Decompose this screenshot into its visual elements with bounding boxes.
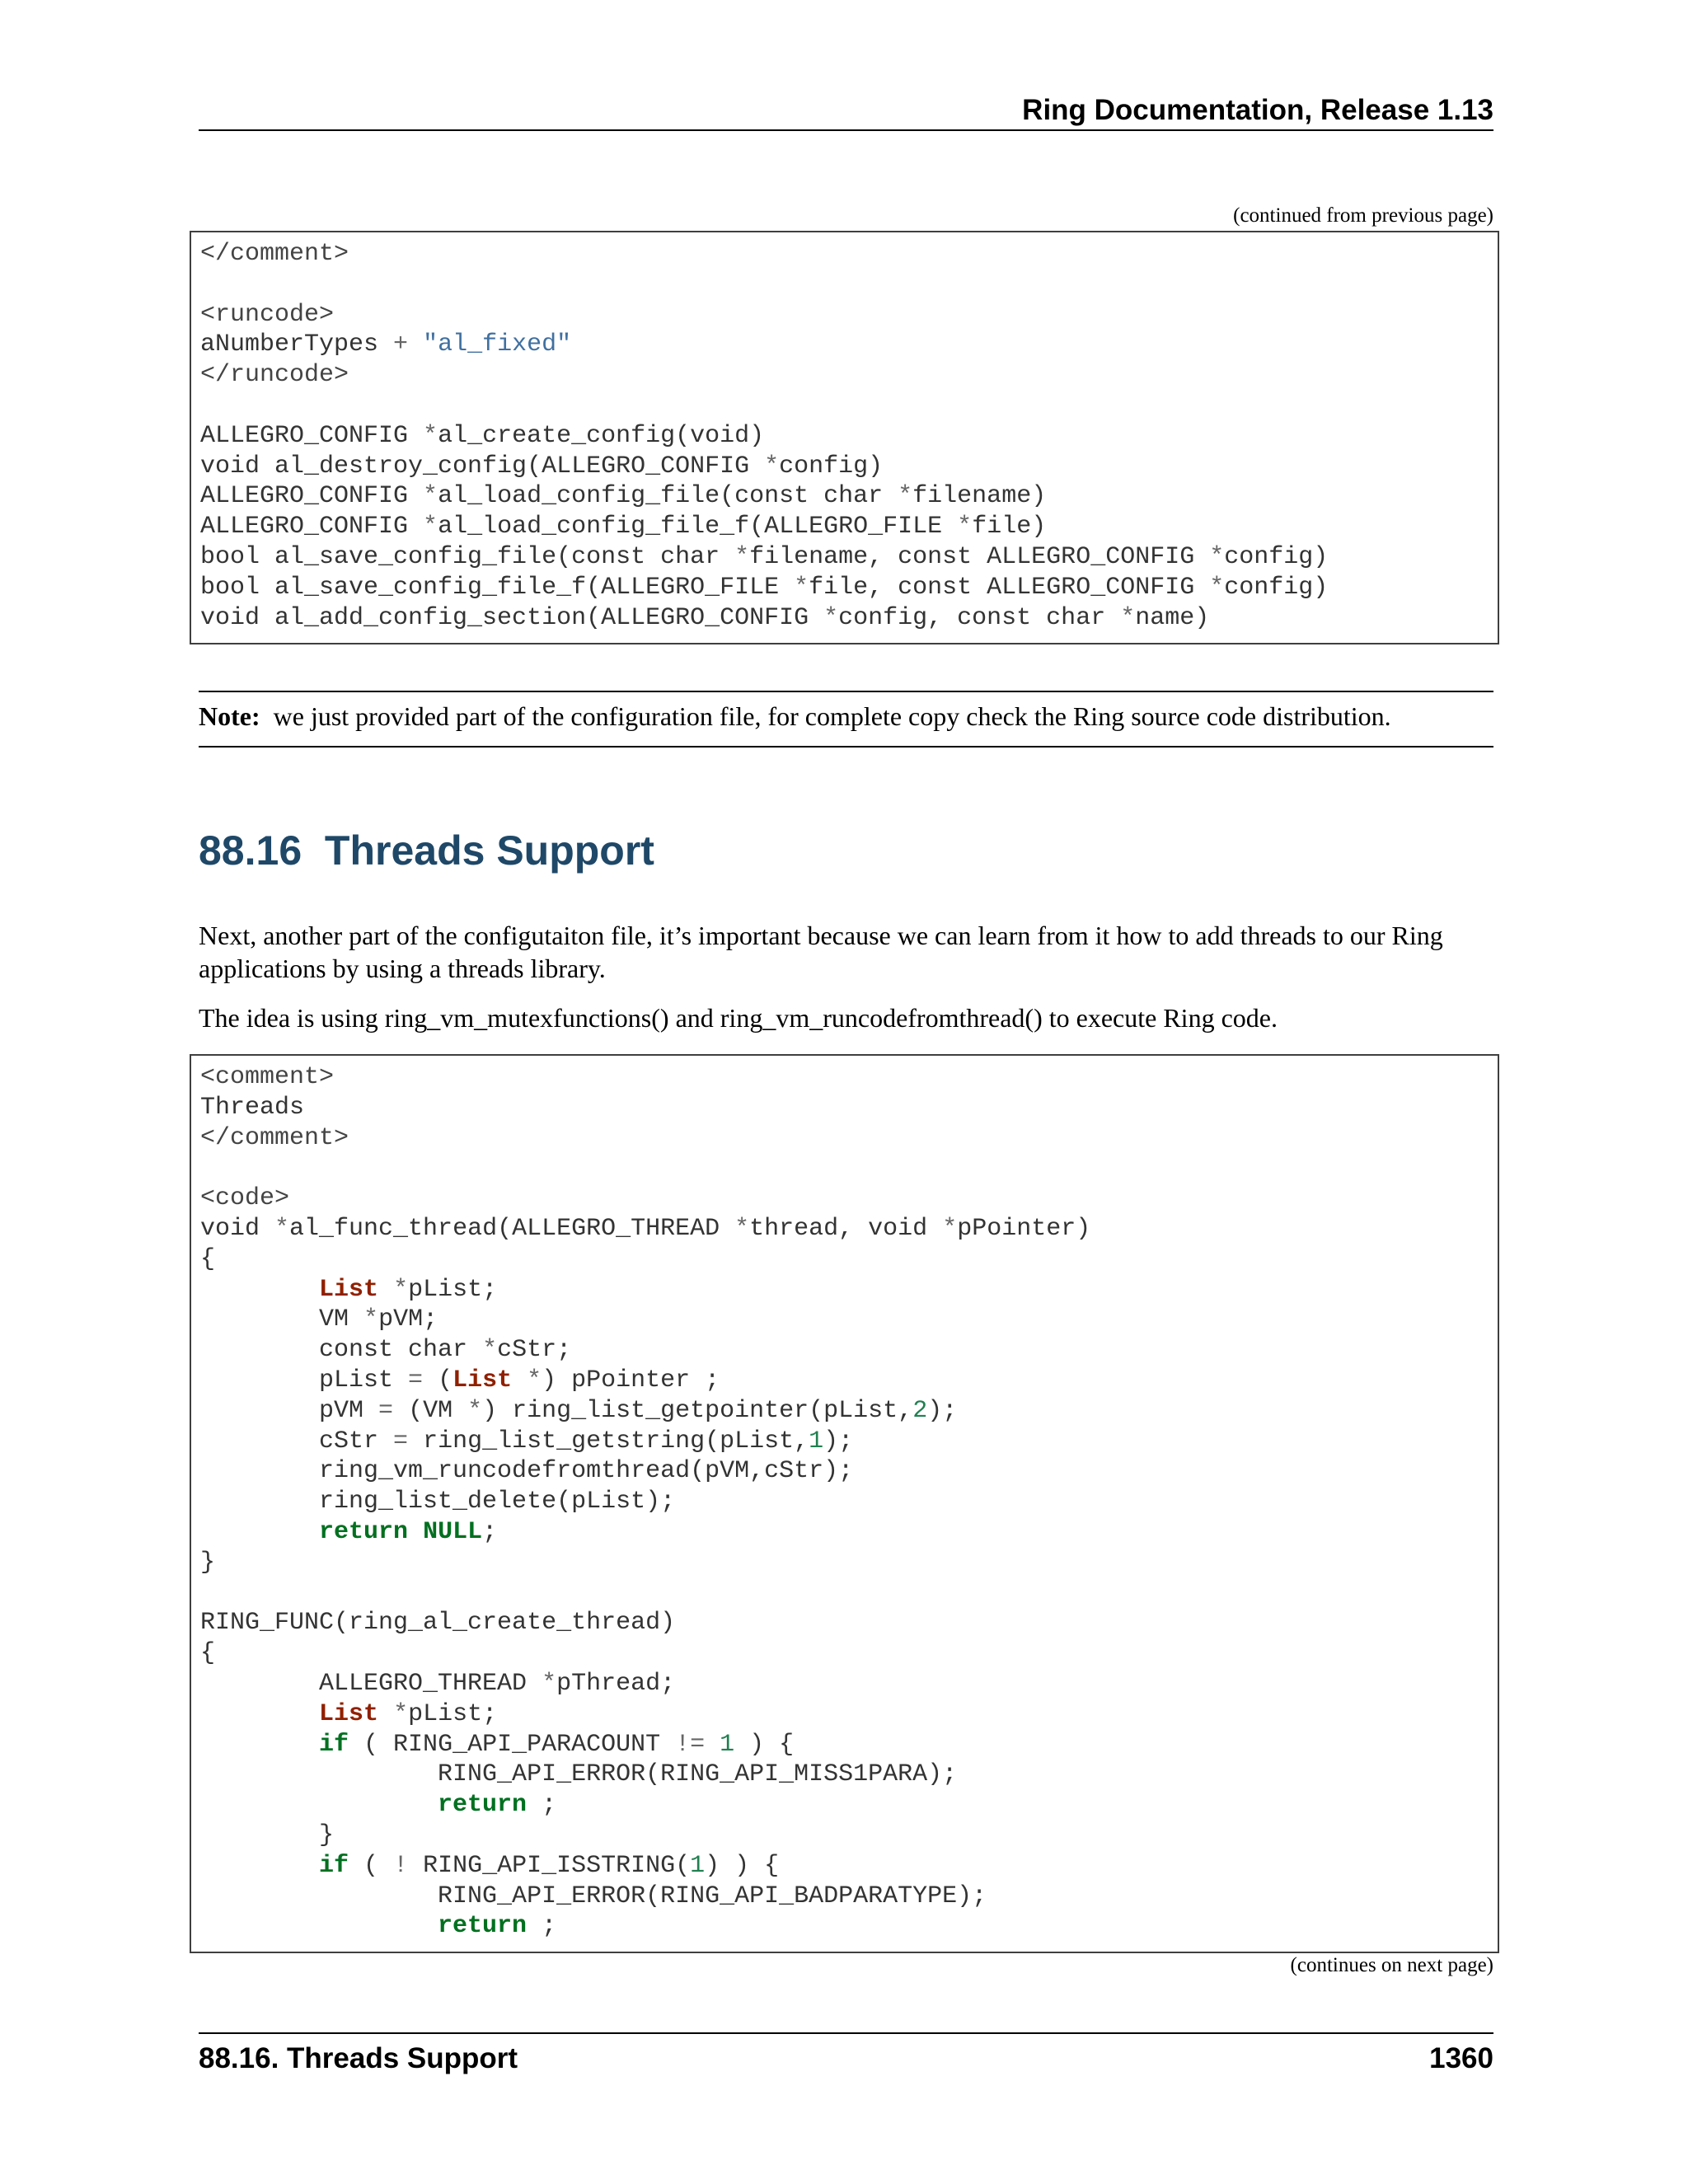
code-token: = bbox=[393, 1427, 409, 1455]
code-token: ) pPointer ; bbox=[542, 1366, 720, 1394]
code-token: filename) bbox=[912, 482, 1047, 511]
code-line bbox=[200, 391, 1498, 421]
code-token: 1 bbox=[720, 1730, 735, 1759]
continued-from-note: (continued from previous page) bbox=[1233, 204, 1493, 227]
code-line bbox=[200, 1183, 1498, 1214]
code-listing-config bbox=[191, 232, 1498, 633]
code-token: cStr bbox=[200, 1427, 394, 1455]
code-line bbox=[200, 1456, 1498, 1487]
code-token: if bbox=[319, 1851, 349, 1880]
note-label: Note: bbox=[199, 701, 260, 731]
code-token: * bbox=[734, 542, 750, 571]
running-header-title: Ring Documentation, Release 1.13 bbox=[1022, 94, 1493, 126]
code-line bbox=[200, 300, 1498, 330]
code-token: ring_vm_runcodefromthread(pVM,cStr); bbox=[200, 1457, 854, 1486]
code-line bbox=[200, 1366, 1498, 1396]
code-line bbox=[200, 1578, 1498, 1609]
code-line bbox=[200, 1517, 1498, 1548]
code-token: ) { bbox=[734, 1730, 795, 1759]
code-token: VM bbox=[200, 1305, 364, 1334]
code-token: * bbox=[393, 1275, 409, 1304]
code-line bbox=[200, 1669, 1498, 1699]
code-line bbox=[200, 1123, 1498, 1154]
code-token: al_load_config_file(const char bbox=[438, 482, 898, 511]
code-line bbox=[200, 1699, 1498, 1730]
code-token: pList bbox=[200, 1366, 409, 1394]
code-token: filename, const ALLEGRO_CONFIG bbox=[749, 542, 1210, 571]
code-token: bool al_save_config_file_f(ALLEGRO_FILE bbox=[200, 573, 795, 602]
continues-on-note: (continues on next page) bbox=[1290, 1954, 1493, 1976]
code-token bbox=[200, 1852, 319, 1880]
code-token: 1 bbox=[690, 1851, 706, 1880]
code-token: ( bbox=[349, 1851, 394, 1880]
code-token: != bbox=[675, 1730, 706, 1759]
code-line bbox=[200, 1730, 1498, 1760]
code-token bbox=[200, 1700, 319, 1728]
code-token: al_load_config_file_f(ALLEGRO_FILE bbox=[438, 513, 958, 541]
code-token: ) ring_list_getpointer(pList, bbox=[482, 1396, 913, 1425]
code-token: ); bbox=[927, 1396, 958, 1425]
code-token: 2 bbox=[912, 1396, 928, 1425]
code-token: file) bbox=[972, 513, 1047, 541]
code-token: * bbox=[764, 452, 780, 480]
code-token: + bbox=[393, 330, 409, 359]
code-token: void al_destroy_config(ALLEGRO_CONFIG bbox=[200, 452, 765, 480]
code-token bbox=[512, 1366, 527, 1394]
code-token: pThread; bbox=[556, 1669, 676, 1698]
section-heading bbox=[199, 824, 654, 877]
code-token: al_func_thread(ALLEGRO_THREAD bbox=[289, 1214, 735, 1243]
code-token: ALLEGRO_CONFIG bbox=[200, 421, 424, 450]
code-token bbox=[408, 1518, 423, 1546]
code-token: ( bbox=[423, 1366, 453, 1394]
code-token bbox=[200, 1518, 319, 1546]
code-token: * bbox=[423, 421, 438, 450]
code-token: * bbox=[794, 573, 809, 602]
code-token: const char bbox=[200, 1336, 483, 1365]
code-token bbox=[378, 1700, 393, 1728]
code-token: * bbox=[1120, 603, 1136, 632]
code-line bbox=[200, 239, 1498, 269]
code-token: config) bbox=[779, 452, 884, 480]
code-token: pVM bbox=[200, 1396, 379, 1425]
code-token: * bbox=[542, 1669, 557, 1698]
code-token: ; bbox=[527, 1791, 557, 1820]
code-line bbox=[200, 1427, 1498, 1457]
code-line bbox=[200, 330, 1498, 360]
code-block-config bbox=[190, 231, 1499, 644]
code-token: pList; bbox=[408, 1699, 498, 1728]
code-line bbox=[200, 1638, 1498, 1669]
code-line bbox=[200, 1214, 1498, 1244]
code-token: config) bbox=[1224, 573, 1329, 602]
code-token: * bbox=[1209, 542, 1225, 571]
code-line bbox=[200, 1396, 1498, 1427]
code-token: } bbox=[200, 1548, 216, 1577]
code-line bbox=[200, 1335, 1498, 1366]
code-token: ring_list_getstring(pList, bbox=[408, 1427, 809, 1455]
code-token: * bbox=[898, 482, 913, 511]
footer-rule bbox=[199, 2032, 1493, 2034]
code-token: (VM bbox=[393, 1396, 468, 1425]
code-token: ! bbox=[393, 1851, 409, 1880]
code-line bbox=[200, 1608, 1498, 1638]
code-token: List bbox=[319, 1699, 379, 1728]
code-token: <comment> bbox=[200, 1063, 335, 1091]
code-token: ); bbox=[823, 1427, 854, 1455]
code-token bbox=[200, 1276, 319, 1304]
code-line bbox=[200, 360, 1498, 391]
code-line bbox=[200, 1548, 1498, 1578]
code-token: bool al_save_config_file(const char bbox=[200, 542, 735, 571]
code-line bbox=[200, 1821, 1498, 1851]
code-token: { bbox=[200, 1639, 216, 1668]
code-token: config) bbox=[1224, 542, 1329, 571]
code-token: ( RING_API_PARACOUNT bbox=[349, 1730, 676, 1759]
code-token: void al_add_config_section(ALLEGRO_CONFIG bbox=[200, 603, 824, 632]
code-token: pPointer) bbox=[957, 1214, 1091, 1243]
code-token: RING_API_ERROR(RING_API_BADPARATYPE); bbox=[200, 1882, 987, 1910]
code-token: cStr; bbox=[497, 1336, 572, 1365]
code-token bbox=[200, 1731, 319, 1759]
code-token: </comment> bbox=[200, 1123, 349, 1152]
code-token: * bbox=[467, 1396, 483, 1425]
code-token: RING_API_ERROR(RING_API_MISS1PARA); bbox=[200, 1760, 958, 1789]
note bbox=[199, 700, 1391, 733]
code-line bbox=[200, 452, 1498, 482]
code-token: if bbox=[319, 1730, 349, 1759]
note-text: we just provided part of the configuration file, for complete copy check the Ring source code distribution. bbox=[273, 701, 1391, 731]
code-token bbox=[378, 1276, 393, 1304]
paragraph-idea: The idea is using ring_vm_mutexfunctions() and ring_vm_runcodefromthread() to execute Ring code. bbox=[199, 1003, 1278, 1033]
code-token: = bbox=[408, 1366, 424, 1394]
code-line bbox=[200, 1093, 1498, 1123]
code-block-threads bbox=[190, 1054, 1499, 1953]
footer-page-number: 1360 bbox=[1429, 2042, 1493, 2074]
code-token: ; bbox=[527, 1912, 557, 1941]
code-token: ALLEGRO_CONFIG bbox=[200, 482, 424, 511]
code-token: = bbox=[378, 1396, 394, 1425]
code-line bbox=[200, 1487, 1498, 1517]
code-token: config, const char bbox=[838, 603, 1121, 632]
code-token: name) bbox=[1135, 603, 1210, 632]
footer-section: 88.16. Threads Support bbox=[199, 2042, 518, 2074]
code-token: * bbox=[363, 1305, 379, 1334]
code-line bbox=[200, 1911, 1498, 1942]
code-token: * bbox=[734, 1214, 750, 1243]
code-token: * bbox=[1209, 573, 1225, 602]
code-line bbox=[200, 1790, 1498, 1821]
code-token: * bbox=[423, 482, 438, 511]
section-title: Threads Support bbox=[324, 827, 654, 874]
code-token: al_create_config(void) bbox=[438, 421, 765, 450]
code-line bbox=[200, 573, 1498, 603]
code-token: Threads bbox=[200, 1093, 305, 1122]
code-token: NULL bbox=[423, 1517, 483, 1546]
code-line bbox=[200, 1851, 1498, 1882]
paragraph-intro: Next, another part of the configutaiton file, it’s important because we can learn from it how to add threads to our Ring applications by using a threads library. bbox=[199, 921, 1443, 983]
code-token: "al_fixed" bbox=[423, 330, 572, 359]
code-token: ; bbox=[482, 1517, 498, 1546]
code-token: * bbox=[942, 1214, 958, 1243]
code-token: <code> bbox=[200, 1184, 290, 1213]
code-token bbox=[705, 1731, 720, 1759]
code-token: } bbox=[200, 1821, 335, 1849]
code-line bbox=[200, 1244, 1498, 1275]
note-top-rule bbox=[199, 691, 1493, 692]
code-token: ring_list_delete(pList); bbox=[200, 1488, 676, 1516]
code-line bbox=[200, 1882, 1498, 1912]
code-token: return bbox=[319, 1517, 409, 1546]
code-token: <runcode> bbox=[200, 300, 335, 329]
code-token: </runcode> bbox=[200, 361, 349, 390]
code-token: return bbox=[438, 1912, 528, 1941]
code-line bbox=[200, 1760, 1498, 1790]
code-token: file, const ALLEGRO_CONFIG bbox=[809, 573, 1210, 602]
code-token: * bbox=[957, 513, 973, 541]
code-line bbox=[200, 1305, 1498, 1335]
code-token: ) ) { bbox=[705, 1851, 780, 1880]
code-line bbox=[200, 512, 1498, 542]
header-rule bbox=[199, 129, 1493, 131]
code-line bbox=[200, 542, 1498, 573]
code-token: ALLEGRO_THREAD bbox=[200, 1669, 542, 1698]
code-token: RING_API_ISSTRING( bbox=[408, 1851, 691, 1880]
code-token bbox=[200, 1791, 438, 1819]
code-line bbox=[200, 1062, 1498, 1093]
code-token: List bbox=[319, 1275, 379, 1304]
code-token: void bbox=[200, 1214, 275, 1243]
code-token: * bbox=[527, 1366, 542, 1394]
code-token: * bbox=[823, 603, 839, 632]
code-listing-threads bbox=[191, 1056, 1498, 1942]
code-line bbox=[200, 603, 1498, 634]
code-token: * bbox=[482, 1336, 498, 1365]
code-token: List bbox=[452, 1366, 513, 1394]
section-number: 88.16 bbox=[199, 827, 302, 874]
note-bottom-rule bbox=[199, 746, 1493, 748]
code-token: * bbox=[274, 1214, 290, 1243]
code-token: * bbox=[423, 513, 438, 541]
code-token: * bbox=[393, 1699, 409, 1728]
code-line bbox=[200, 421, 1498, 452]
code-line bbox=[200, 481, 1498, 512]
code-token bbox=[200, 1912, 438, 1940]
code-token: RING_FUNC(ring_al_create_thread) bbox=[200, 1609, 676, 1638]
code-token: { bbox=[200, 1244, 216, 1273]
code-line bbox=[200, 1153, 1498, 1183]
code-token: aNumberTypes bbox=[200, 330, 394, 359]
code-token: 1 bbox=[809, 1427, 824, 1455]
code-token: </comment> bbox=[200, 240, 349, 268]
code-line bbox=[200, 269, 1498, 300]
code-token bbox=[408, 330, 423, 359]
code-line bbox=[200, 1275, 1498, 1305]
code-token: pList; bbox=[408, 1275, 498, 1304]
code-token: pVM; bbox=[378, 1305, 438, 1334]
code-token: thread, void bbox=[749, 1214, 943, 1243]
code-token: return bbox=[438, 1791, 528, 1820]
code-token: ALLEGRO_CONFIG bbox=[200, 513, 424, 541]
